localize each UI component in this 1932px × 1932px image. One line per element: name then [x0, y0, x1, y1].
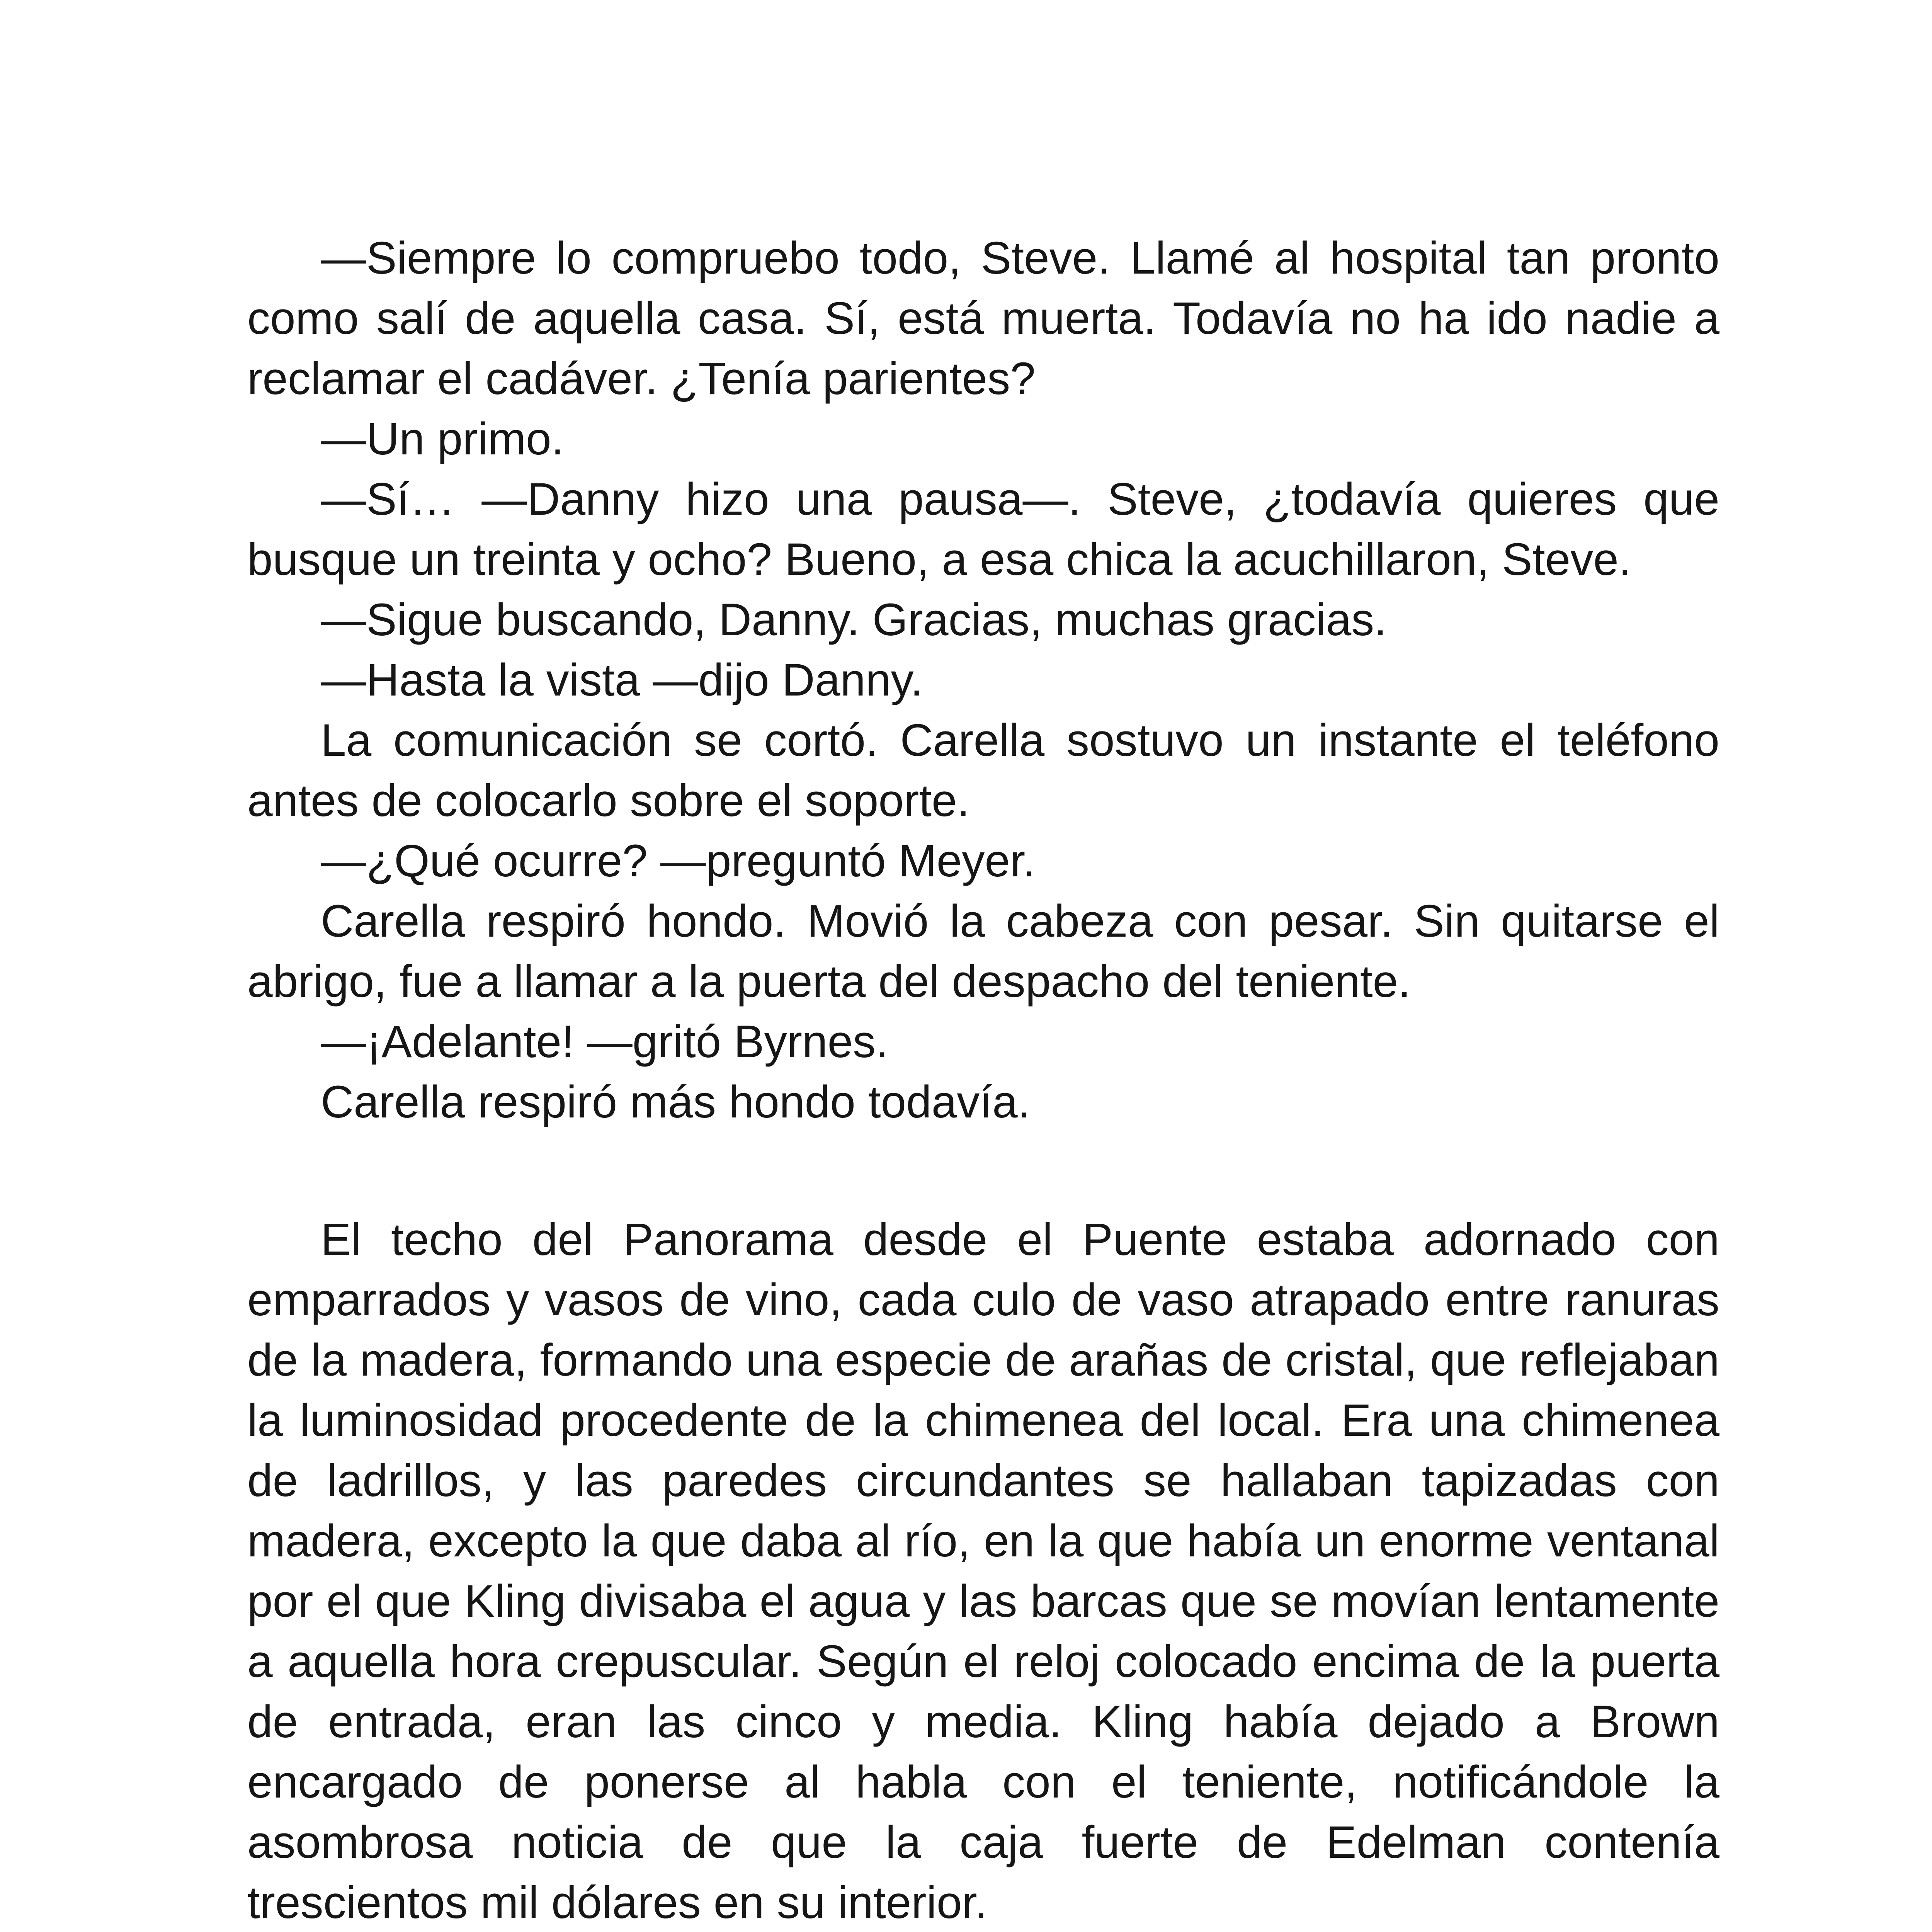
- paragraph: —Hasta la vista —dijo Danny.: [321, 655, 923, 706]
- paragraph: —Sigue buscando, Danny. Gracias, muchas gracias.: [321, 594, 1387, 645]
- paragraph: —Siempre lo compruebo todo, Steve. Llamé al hospital tan pronto como salí de aquella casa. Sí, está muerta. Todavía no ha ido nadie a reclamar el cadáver. ¿Tenía parientes?: [247, 233, 1719, 404]
- paragraph: Carella respiró hondo. Movió la cabeza con pesar. Sin quitarse el abrigo, fue a llamar a la puerta del despacho del teniente.: [247, 896, 1719, 1007]
- paragraph: La comunicación se cortó. Carella sostuvo un instante el teléfono antes de colocarlo sobre el soporte.: [247, 715, 1719, 826]
- text-section-1: [247, 228, 1719, 1132]
- paragraph: —Sí… —Danny hizo una pausa—. Steve, ¿todavía quieres que busque un treinta y ocho? Bueno, a esa chica la acuchillaron, Steve.: [247, 474, 1719, 585]
- paragraph: —Un primo.: [321, 413, 564, 464]
- text-section-2: [247, 1209, 1719, 1932]
- paragraph: —¡Adelante! —gritó Byrnes.: [321, 1016, 889, 1067]
- paragraph: Carella respiró más hondo todavía.: [321, 1077, 1031, 1128]
- paragraph: —¿Qué ocurre? —preguntó Meyer.: [321, 835, 1036, 886]
- paragraph: El techo del Panorama desde el Puente estaba adornado con emparrados y vasos de vino, cada culo de vaso atrapado entre ranuras de la madera, formando una especie de arañas de cristal, que reflejaban la luminosidad procedente de la chimenea del local. Era una chimenea de ladrillos, y las paredes circundantes se hallaban tapizadas con madera, excepto la que daba al río, en la que había un enorme ventanal por el que Kling divisaba el agua y las barcas que se movían lentamente a aquella hora crepuscular. Según el reloj colocado encima de la puerta de entrada, eran las cinco y media. Kling había dejado a Brown encargado de ponerse al habla con el teniente, notificándole la asombrosa noticia de que la caja fuerte de Edelman contenía trescientos mil dólares en su interior.: [247, 1214, 1719, 1928]
